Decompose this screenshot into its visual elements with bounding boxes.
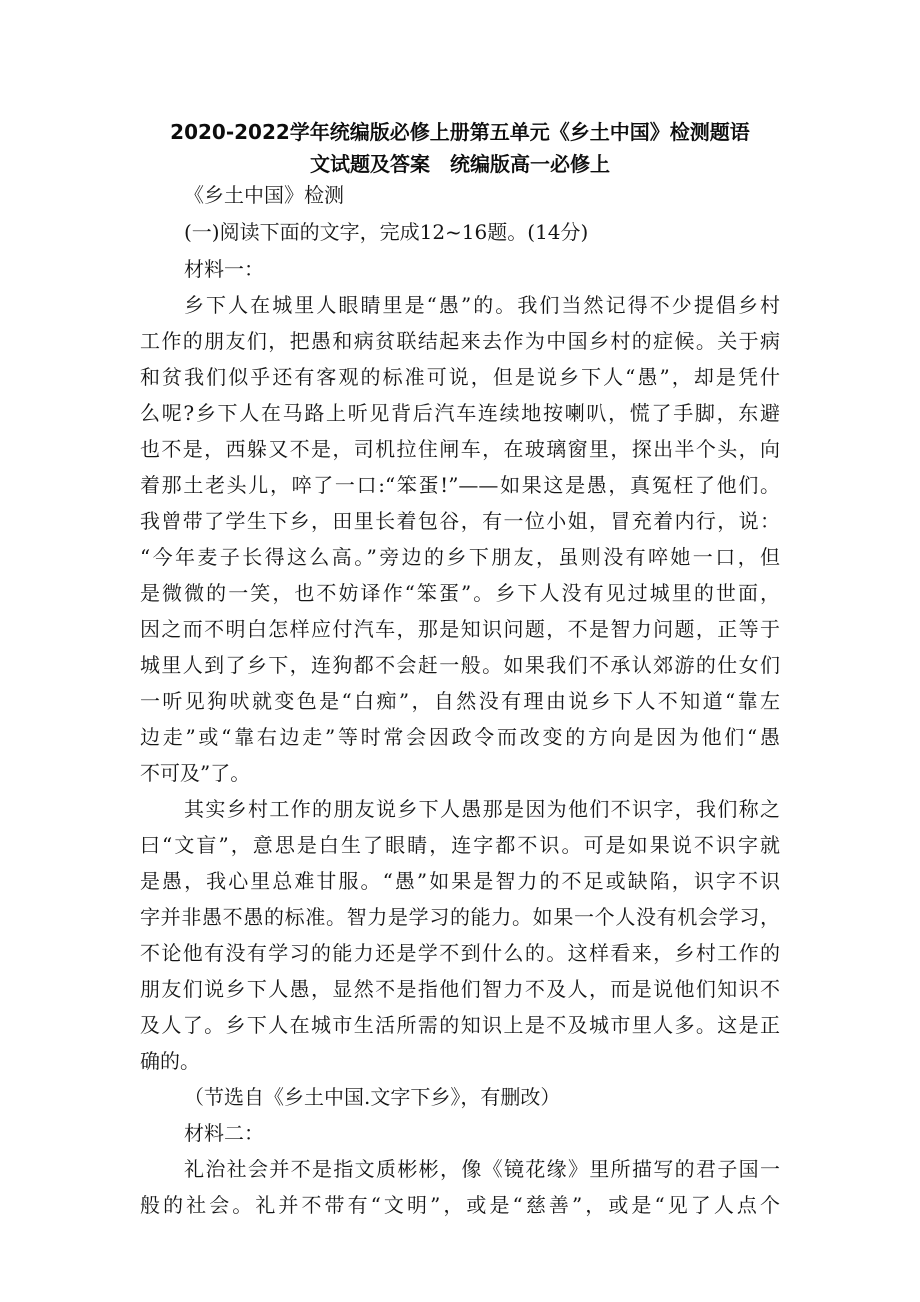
paragraph-line: 是微微的一笑，也不妨译作“笨蛋”。乡下人没有见过城里的世面， (140, 581, 780, 605)
paragraph-line: 工作的朋友们，把愚和病贫联结起来去作为中国乡村的症候。关于病 (140, 329, 780, 353)
material-two-label: 材料二： (184, 1121, 264, 1145)
paragraph-line: 乡下人在城里人眼睛里是“愚”的。我们当然记得不少提倡乡村 (184, 293, 780, 317)
paragraph-line: 及人了。乡下人在城市生活所需的知识上是不及城市里人多。这是正 (140, 1013, 780, 1037)
paragraph-line: 般的社会。礼并不带有“文明”，或是“慈善”，或是“见了人点个 (140, 1193, 780, 1217)
material-one-label: 材料一： (184, 257, 264, 281)
paragraph-line: 一听见狗吠就变色是“白痴”，自然没有理由说乡下人不知道“靠左 (140, 689, 780, 713)
paragraph-line: 么呢?乡下人在马路上听见背后汽车连续地按喇叭，慌了手脚，东避 (140, 401, 780, 425)
paragraph-line: 字并非愚不愚的标准。智力是学习的能力。如果一个人没有机会学习， (140, 905, 780, 929)
source-citation: （节选自《乡土中国.文字下乡》，有删改） (184, 1085, 561, 1109)
paragraph-line: 城里人到了乡下，连狗都不会赶一般。如果我们不承认郊游的仕女们 (140, 653, 780, 677)
paragraph-line: 确的。 (140, 1049, 200, 1073)
section-heading: 《乡土中国》检测 (184, 183, 344, 207)
paragraph-line: 和贫我们似乎还有客观的标准可说，但是说乡下人“愚”，却是凭什 (140, 365, 780, 389)
paragraph-line: 因之而不明白怎样应付汽车，那是知识问题，不是智力问题，正等于 (140, 617, 780, 641)
paragraph-line: “今年麦子长得这么高。”旁边的乡下朋友，虽则没有啐她一口，但 (140, 545, 780, 569)
title-line-2: 文试题及答案 统编版高一必修上 (310, 152, 610, 176)
paragraph-line: 礼治社会并不是指文质彬彬，像《镜花缘》里所描写的君子国一 (184, 1157, 780, 1181)
paragraph-line: 是愚，我心里总难甘服。“愚”如果是智力的不足或缺陷，识字不识 (140, 869, 780, 893)
paragraph-line: 其实乡村工作的朋友说乡下人愚那是因为他们不识字，我们称之 (184, 797, 780, 821)
paragraph-line: 不论他有没有学习的能力还是学不到什么的。这样看来，乡村工作的 (140, 941, 780, 965)
paragraph-line: 朋友们说乡下人愚，显然不是指他们智力不及人，而是说他们知识不 (140, 977, 780, 1001)
paragraph-line: 曰“文盲”，意思是白生了眼睛，连字都不识。可是如果说不识字就 (140, 833, 780, 857)
paragraph-line: 着那土老头儿，啐了一口:“笨蛋!”——如果这是愚，真冤枉了他们。 (140, 473, 780, 497)
title-line-1: 2020-2022学年统编版必修上册第五单元《乡土中国》检测题语 (170, 120, 750, 144)
paragraph-line: 也不是，西躲又不是，司机拉住闸车，在玻璃窗里，探出半个头，向 (140, 437, 780, 461)
paragraph-line: 不可及”了。 (140, 761, 251, 785)
paragraph-line: 边走”或“靠右边走”等时常会因政令而改变的方向是因为他们“愚 (140, 725, 780, 749)
reading-instruction: (一)阅读下面的文字，完成12~16题。(14分) (184, 220, 589, 244)
paragraph-line: 我曾带了学生下乡，田里长着包谷，有一位小姐，冒充着内行，说： (140, 509, 780, 533)
